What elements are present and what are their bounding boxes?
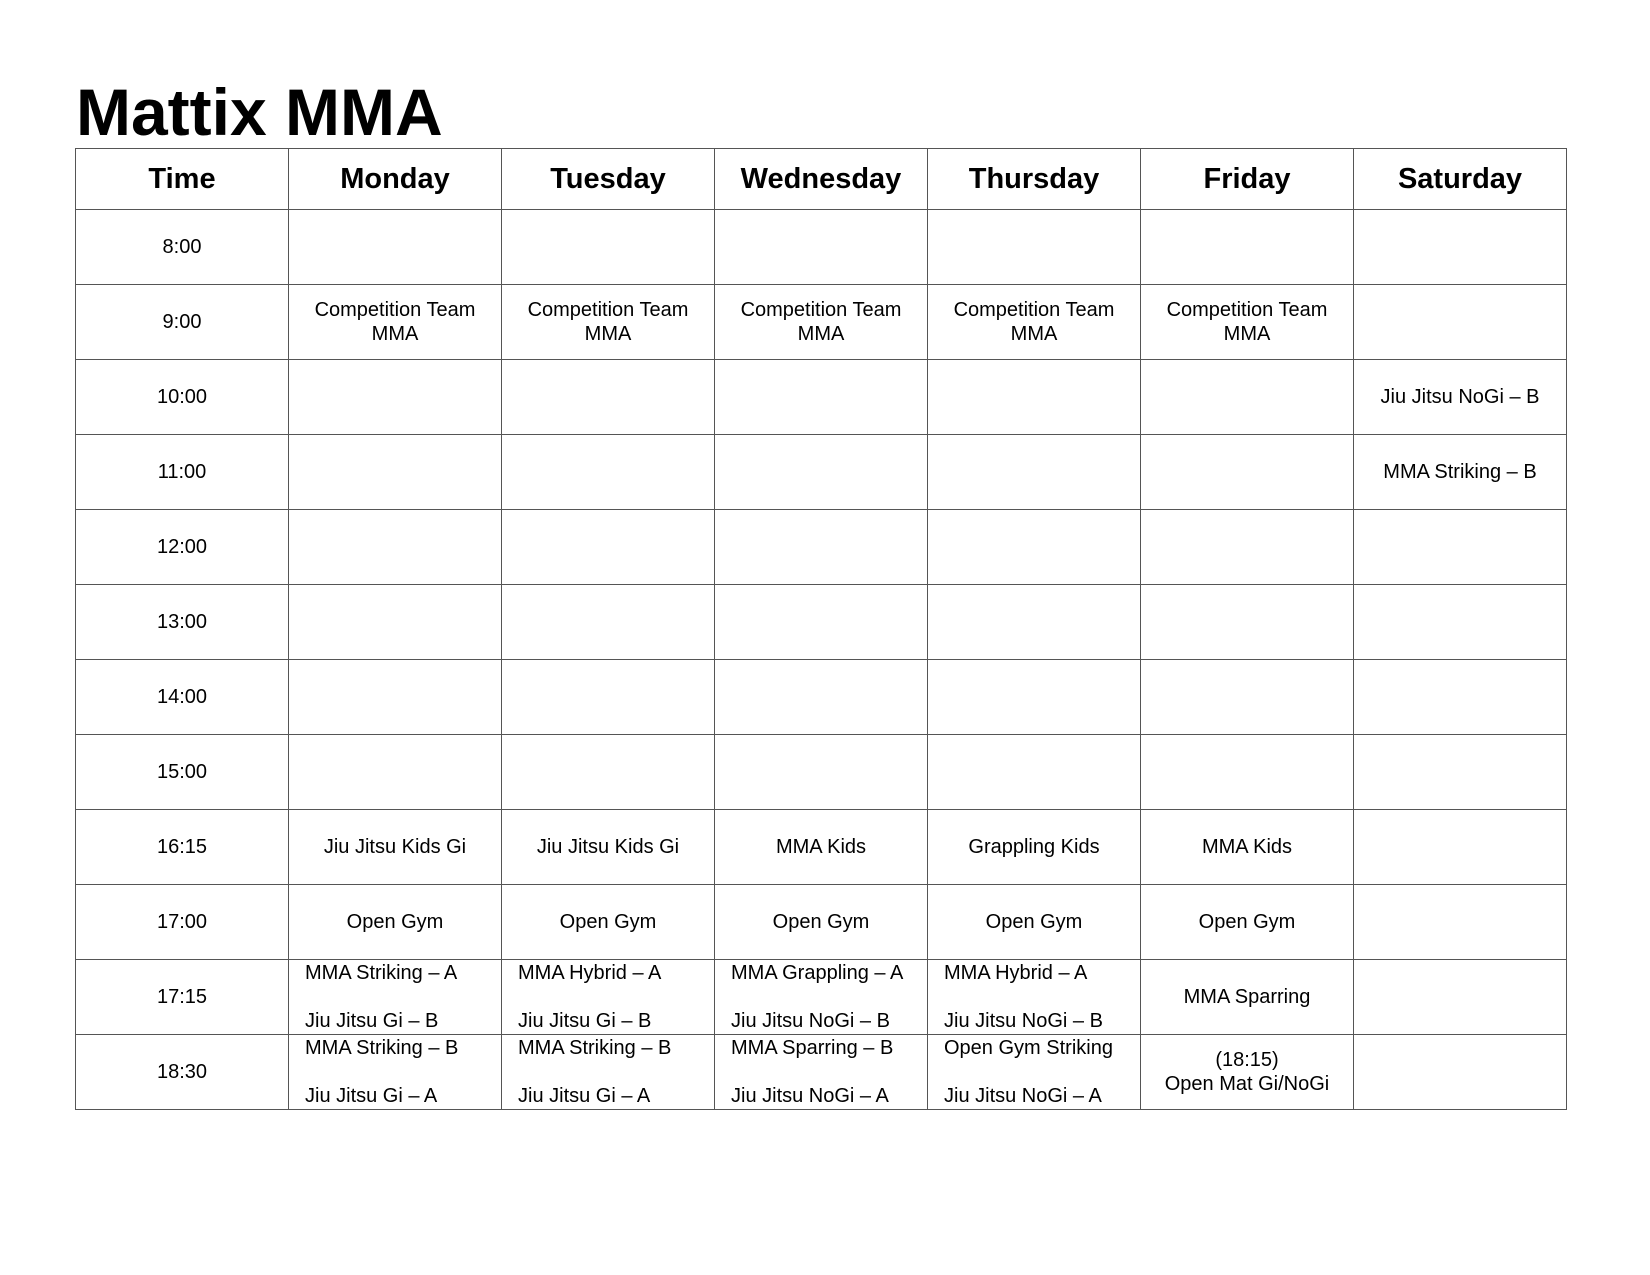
class-cell-monday: [289, 735, 502, 810]
class-name: Jiu Jitsu NoGi – A: [731, 1085, 889, 1107]
page-title: Mattix MMA: [76, 75, 443, 149]
class-pair: [928, 962, 1140, 1032]
class-name: Jiu Jitsu Gi – A: [518, 1085, 651, 1107]
time-cell: 17:15: [76, 960, 289, 1035]
class-cell-wednesday: [715, 735, 928, 810]
class-cell-friday: [1141, 660, 1354, 735]
class-cell-thursday: [928, 210, 1141, 285]
class-cell-saturday: [1354, 1035, 1567, 1110]
header-friday: Friday: [1141, 149, 1354, 210]
class-cell-monday: [289, 585, 502, 660]
class-name: Competition Team: [527, 299, 689, 321]
class-cell-saturday: [1354, 960, 1567, 1035]
class-cell-thursday: [928, 585, 1141, 660]
class-cell-tuesday: [502, 1035, 715, 1110]
class-cell-friday: [1141, 735, 1354, 810]
class-name: MMA Striking – B: [1383, 461, 1537, 483]
class-cell-saturday: [1354, 660, 1567, 735]
class-cell-monday: [289, 510, 502, 585]
time-cell: 18:30: [76, 1035, 289, 1110]
header-wednesday: Wednesday: [715, 149, 928, 210]
class-cell-tuesday: [502, 435, 715, 510]
class-cell-wednesday: [715, 660, 928, 735]
class-name: MMA Hybrid – A: [944, 962, 1088, 984]
class-cell-thursday: [928, 1035, 1141, 1110]
table-row: [76, 1035, 1567, 1110]
class-cell-thursday: [928, 660, 1141, 735]
class-cell-thursday: [928, 510, 1141, 585]
class-name: (18:15): [1215, 1049, 1279, 1071]
class-cell-tuesday: [502, 360, 715, 435]
time-cell: 8:00: [76, 210, 289, 285]
class-name: Open Mat Gi/NoGi: [1164, 1073, 1330, 1095]
class-cell-friday: [1141, 360, 1354, 435]
class-name: Open Gym: [985, 911, 1083, 933]
class-name: Open Gym: [772, 911, 870, 933]
header-thursday: Thursday: [928, 149, 1141, 210]
class-cell-wednesday: [715, 285, 928, 360]
class-name: Jiu Jitsu NoGi – B: [944, 1010, 1103, 1032]
class-cell-wednesday: [715, 810, 928, 885]
class-cell-tuesday: [502, 735, 715, 810]
class-cell-monday: [289, 810, 502, 885]
class-name: Jiu Jitsu Gi – B: [518, 1010, 652, 1032]
class-name: Competition Team: [953, 299, 1115, 321]
class-cell-monday: [289, 885, 502, 960]
time-cell: 17:00: [76, 885, 289, 960]
class-name: MMA Striking – B: [305, 1037, 459, 1059]
table-row: [76, 960, 1567, 1035]
class-cell-monday: [289, 210, 502, 285]
table-row: [76, 810, 1567, 885]
class-cell-wednesday: [715, 885, 928, 960]
class-cell-monday: [289, 435, 502, 510]
time-cell: 10:00: [76, 360, 289, 435]
class-cell-thursday: [928, 885, 1141, 960]
table-row: [76, 360, 1567, 435]
class-name: MMA: [797, 323, 845, 345]
class-name: Competition Team: [740, 299, 902, 321]
class-name: Open Gym Striking: [944, 1037, 1113, 1059]
class-cell-saturday: [1354, 810, 1567, 885]
schedule-body: [76, 210, 1567, 1110]
class-name: MMA: [371, 323, 419, 345]
class-pair: [289, 962, 501, 1032]
class-cell-friday: [1141, 885, 1354, 960]
class-cell-friday: [1141, 435, 1354, 510]
class-cell-saturday: [1354, 585, 1567, 660]
class-cell-saturday: [1354, 435, 1567, 510]
class-cell-monday: [289, 660, 502, 735]
class-cell-thursday: [928, 285, 1141, 360]
class-name: MMA Hybrid – A: [518, 962, 662, 984]
class-cell-tuesday: [502, 585, 715, 660]
class-name: Competition Team: [1166, 299, 1328, 321]
schedule-table: [75, 148, 1567, 1110]
class-cell-friday: [1141, 810, 1354, 885]
header-tuesday: Tuesday: [502, 149, 715, 210]
time-cell: 9:00: [76, 285, 289, 360]
class-pair: [502, 962, 714, 1032]
class-cell-tuesday: [502, 210, 715, 285]
class-cell-wednesday: [715, 210, 928, 285]
class-name: Competition Team: [314, 299, 476, 321]
header-monday: Monday: [289, 149, 502, 210]
class-cell-monday: [289, 1035, 502, 1110]
class-name: Jiu Jitsu Kids Gi: [323, 836, 467, 858]
time-cell: 12:00: [76, 510, 289, 585]
class-name: MMA Sparring: [1183, 986, 1311, 1008]
class-cell-saturday: [1354, 885, 1567, 960]
class-cell-tuesday: [502, 285, 715, 360]
class-name: MMA Kids: [1201, 836, 1293, 858]
class-cell-wednesday: [715, 510, 928, 585]
class-cell-friday: [1141, 1035, 1354, 1110]
class-name: MMA: [1223, 323, 1271, 345]
class-name: Jiu Jitsu Kids Gi: [536, 836, 680, 858]
class-cell-saturday: [1354, 360, 1567, 435]
class-name: Open Gym: [559, 911, 657, 933]
class-cell-saturday: [1354, 210, 1567, 285]
class-cell-monday: [289, 960, 502, 1035]
class-pair: [289, 1037, 501, 1107]
table-row: [76, 885, 1567, 960]
class-cell-thursday: [928, 435, 1141, 510]
class-name: Grappling Kids: [968, 836, 1100, 858]
class-name: MMA Sparring – B: [731, 1037, 894, 1059]
class-cell-saturday: [1354, 510, 1567, 585]
header-time: Time: [76, 149, 289, 210]
class-cell-friday: [1141, 510, 1354, 585]
table-row: [76, 210, 1567, 285]
class-name: Jiu Jitsu Gi – A: [305, 1085, 438, 1107]
class-cell-saturday: [1354, 735, 1567, 810]
table-row: [76, 510, 1567, 585]
class-cell-wednesday: [715, 360, 928, 435]
class-pair: [502, 1037, 714, 1107]
time-cell: 15:00: [76, 735, 289, 810]
class-name: MMA: [1010, 323, 1058, 345]
class-cell-thursday: [928, 360, 1141, 435]
class-cell-monday: [289, 285, 502, 360]
class-name: MMA: [584, 323, 632, 345]
time-cell: 14:00: [76, 660, 289, 735]
class-cell-wednesday: [715, 1035, 928, 1110]
class-cell-wednesday: [715, 585, 928, 660]
class-cell-friday: [1141, 210, 1354, 285]
class-name: MMA Striking – A: [305, 962, 458, 984]
class-cell-saturday: [1354, 285, 1567, 360]
class-cell-thursday: [928, 810, 1141, 885]
class-cell-tuesday: [502, 885, 715, 960]
class-name: Open Gym: [1198, 911, 1296, 933]
class-name: Jiu Jitsu NoGi – A: [944, 1085, 1102, 1107]
time-cell: 16:15: [76, 810, 289, 885]
header-saturday: Saturday: [1354, 149, 1567, 210]
class-pair: [715, 962, 927, 1032]
class-name: Jiu Jitsu Gi – B: [305, 1010, 439, 1032]
class-name: Jiu Jitsu NoGi – B: [1380, 386, 1540, 408]
class-name: MMA Grappling – A: [731, 962, 904, 984]
class-pair: [928, 1037, 1140, 1107]
class-cell-wednesday: [715, 960, 928, 1035]
class-name: Open Gym: [346, 911, 444, 933]
class-cell-monday: [289, 360, 502, 435]
class-cell-friday: [1141, 960, 1354, 1035]
class-cell-friday: [1141, 585, 1354, 660]
class-name: MMA Striking – B: [518, 1037, 672, 1059]
class-cell-wednesday: [715, 435, 928, 510]
class-cell-friday: [1141, 285, 1354, 360]
class-cell-tuesday: [502, 960, 715, 1035]
class-name: Jiu Jitsu NoGi – B: [731, 1010, 890, 1032]
table-row: [76, 585, 1567, 660]
class-cell-tuesday: [502, 510, 715, 585]
class-cell-tuesday: [502, 660, 715, 735]
class-pair: [715, 1037, 927, 1107]
time-cell: 11:00: [76, 435, 289, 510]
class-name: MMA Kids: [775, 836, 867, 858]
table-row: [76, 735, 1567, 810]
table-row: [76, 435, 1567, 510]
class-cell-thursday: [928, 735, 1141, 810]
table-row: [76, 285, 1567, 360]
class-cell-thursday: [928, 960, 1141, 1035]
time-cell: 13:00: [76, 585, 289, 660]
class-cell-tuesday: [502, 810, 715, 885]
table-row: [76, 660, 1567, 735]
header-row: [76, 149, 1567, 210]
